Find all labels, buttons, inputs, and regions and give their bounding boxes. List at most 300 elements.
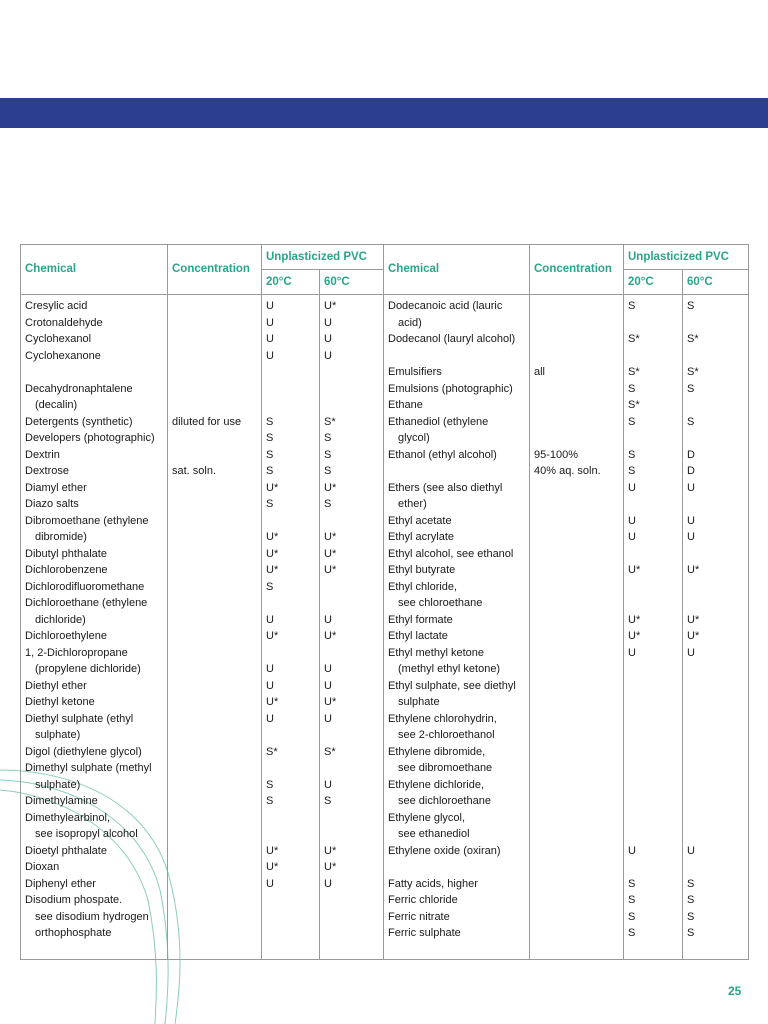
cell-20c-left <box>262 646 320 663</box>
cell-text: sulphate <box>398 696 440 708</box>
cell-concentration-right <box>530 662 624 679</box>
cell-20c-left <box>262 860 320 877</box>
cell-20c-right <box>624 761 683 778</box>
cell-20c-left <box>262 349 320 366</box>
cell-60c-left <box>320 844 384 861</box>
col-chemical-left: Chemical <box>21 245 168 295</box>
cell-chemical-right <box>384 481 530 498</box>
cell-chemical-left <box>21 332 168 349</box>
cell-concentration-right <box>530 596 624 613</box>
cell-chemical-right <box>384 844 530 861</box>
table-row <box>21 431 749 448</box>
cell-concentration-left <box>168 712 262 729</box>
table-row <box>21 481 749 498</box>
cell-20c-left <box>262 514 320 531</box>
cell-concentration-right <box>530 497 624 514</box>
cell-60c-left <box>320 860 384 877</box>
cell-chemical-right <box>384 646 530 663</box>
cell-text: U <box>266 300 274 312</box>
cell-60c-left <box>320 382 384 399</box>
cell-20c-left <box>262 382 320 399</box>
cell-chemical-right <box>384 910 530 927</box>
cell-chemical-right <box>384 349 530 366</box>
cell-chemical-left <box>21 926 168 943</box>
col-60c-right: 60°C <box>683 270 749 295</box>
cell-chemical-left <box>21 844 168 861</box>
cell-text: U <box>266 877 274 890</box>
cell-chemical-left <box>21 893 168 910</box>
cell-concentration-left <box>168 794 262 811</box>
cell-text: S <box>266 778 274 791</box>
cell-text: U* <box>628 630 641 642</box>
cell-chemical-left <box>21 596 168 613</box>
cell-60c-right <box>683 415 749 432</box>
cell-text: U <box>324 349 332 362</box>
cell-concentration-left <box>168 497 262 514</box>
cell-20c-left <box>262 926 320 943</box>
cell-text: Ethyl methyl ketone <box>388 646 484 659</box>
cell-concentration-right <box>530 695 624 712</box>
cell-20c-left <box>262 695 320 712</box>
cell-concentration-left <box>168 613 262 630</box>
cell-60c-right <box>683 893 749 910</box>
cell-20c-right <box>624 349 683 366</box>
cell-60c-right <box>683 910 749 927</box>
cell-text: U* <box>324 547 337 560</box>
cell-text: U <box>687 646 695 659</box>
cell-text: S* <box>687 333 699 345</box>
cell-text: S <box>628 382 636 395</box>
cell-text: S <box>687 910 695 923</box>
table-row <box>21 778 749 795</box>
cell-text: Ethyl acrylate <box>388 531 455 543</box>
cell-text: U <box>324 712 332 725</box>
cell-text: Dichloroethane (ethylene <box>25 597 148 609</box>
cell-chemical-left <box>21 794 168 811</box>
cell-concentration-left <box>168 596 262 613</box>
cell-20c-right <box>624 464 683 481</box>
cell-text: Dibromoethane (ethylene <box>25 514 149 527</box>
cell-60c-right <box>683 613 749 630</box>
cell-20c-right <box>624 811 683 828</box>
cell-text: D <box>687 465 695 477</box>
col-20c-right: 20°C <box>624 270 683 295</box>
cell-60c-left <box>320 530 384 547</box>
cell-text: Ethane <box>388 399 423 411</box>
cell-concentration-right <box>530 613 624 630</box>
cell-text: S* <box>324 415 336 428</box>
cell-text: U <box>266 679 274 692</box>
cell-text: Cyclohexanone <box>25 349 101 362</box>
cell-chemical-right <box>384 877 530 894</box>
cell-60c-left <box>320 761 384 778</box>
cell-text: Disodium phospate. <box>25 894 123 906</box>
table-row <box>21 613 749 630</box>
cell-text: Dichlorobenzene <box>25 564 108 576</box>
cell-concentration-right <box>530 745 624 762</box>
cell-20c-left <box>262 761 320 778</box>
cell-chemical-left <box>21 811 168 828</box>
cell-chemical-right <box>384 580 530 597</box>
cell-60c-left <box>320 563 384 580</box>
cell-chemical-left <box>21 613 168 630</box>
cell-concentration-right <box>530 464 624 481</box>
cell-20c-right <box>624 431 683 448</box>
table-row <box>21 827 749 844</box>
cell-text: S <box>628 894 636 906</box>
cell-chemical-left <box>21 415 168 432</box>
cell-text: S <box>266 432 274 444</box>
cell-20c-left <box>262 778 320 795</box>
cell-60c-left <box>320 316 384 333</box>
cell-60c-right <box>683 481 749 498</box>
cell-60c-right <box>683 827 749 844</box>
cell-text: S <box>687 894 695 906</box>
cell-chemical-right <box>384 794 530 811</box>
cell-chemical-right <box>384 679 530 696</box>
cell-chemical-right <box>384 613 530 630</box>
cell-concentration-left <box>168 893 262 910</box>
cell-text: Ethyl lactate <box>388 630 448 642</box>
cell-concentration-left <box>168 778 262 795</box>
cell-20c-right <box>624 728 683 745</box>
cell-concentration-left <box>168 332 262 349</box>
cell-60c-left <box>320 695 384 712</box>
cell-20c-left <box>262 497 320 514</box>
cell-20c-left <box>262 943 320 960</box>
cell-60c-right <box>683 844 749 861</box>
cell-text: S <box>628 465 636 477</box>
cell-chemical-right <box>384 695 530 712</box>
cell-text: Cresylic acid <box>25 300 88 312</box>
table-body <box>21 295 749 960</box>
cell-20c-right <box>624 563 683 580</box>
cell-text: Dichlorodifluoromethane <box>25 580 145 593</box>
cell-text: U* <box>324 630 337 642</box>
cell-concentration-left <box>168 580 262 597</box>
cell-concentration-left <box>168 827 262 844</box>
cell-text: U* <box>266 531 279 543</box>
cell-text: Ethanediol (ethylene <box>388 415 489 428</box>
cell-60c-right <box>683 877 749 894</box>
cell-text: U <box>266 333 274 345</box>
col-pvc-left: Unplasticized PVC <box>262 245 384 270</box>
cell-20c-left <box>262 794 320 811</box>
table-row <box>21 728 749 745</box>
cell-60c-right <box>683 382 749 399</box>
table-row <box>21 910 749 927</box>
cell-text: S <box>266 465 274 477</box>
cell-20c-left <box>262 448 320 465</box>
cell-20c-right <box>624 530 683 547</box>
cell-60c-right <box>683 811 749 828</box>
cell-text: Fatty acids, higher <box>388 877 478 890</box>
cell-text: Detergents (synthetic) <box>25 415 133 428</box>
cell-20c-right <box>624 382 683 399</box>
cell-text: sulphate) <box>35 778 81 791</box>
cell-concentration-right <box>530 877 624 894</box>
cell-concentration-left <box>168 761 262 778</box>
cell-chemical-right <box>384 712 530 729</box>
cell-chemical-left <box>21 431 168 448</box>
cell-concentration-left <box>168 295 262 316</box>
table-row <box>21 893 749 910</box>
cell-text: S <box>324 432 332 444</box>
cell-text: U* <box>687 630 700 642</box>
cell-text: U <box>266 663 274 675</box>
cell-chemical-right <box>384 530 530 547</box>
cell-60c-right <box>683 295 749 316</box>
table-row <box>21 547 749 564</box>
cell-60c-right <box>683 679 749 696</box>
cell-chemical-right <box>384 431 530 448</box>
cell-60c-left <box>320 646 384 663</box>
cell-text: U* <box>266 696 279 708</box>
cell-text: U* <box>266 861 279 873</box>
table-row <box>21 629 749 646</box>
cell-20c-left <box>262 332 320 349</box>
cell-60c-right <box>683 943 749 960</box>
cell-text: U <box>628 531 636 543</box>
cell-60c-right <box>683 448 749 465</box>
cell-chemical-right <box>384 596 530 613</box>
cell-text: Emulsions (photographic) <box>388 382 513 395</box>
cell-text: S <box>687 927 695 939</box>
cell-text: diluted for use <box>172 415 242 428</box>
table-row <box>21 415 749 432</box>
cell-chemical-left <box>21 530 168 547</box>
cell-text: U <box>628 646 636 659</box>
cell-20c-left <box>262 893 320 910</box>
cell-20c-right <box>624 514 683 531</box>
cell-60c-right <box>683 646 749 663</box>
cell-text: U* <box>628 564 641 576</box>
cell-chemical-right <box>384 926 530 943</box>
cell-20c-right <box>624 844 683 861</box>
table-row <box>21 860 749 877</box>
cell-text: Emulsifiers <box>388 366 442 378</box>
cell-concentration-left <box>168 563 262 580</box>
col-concentration-right: Concentration <box>530 245 624 295</box>
cell-60c-left <box>320 580 384 597</box>
cell-text: U* <box>628 613 641 626</box>
cell-20c-right <box>624 415 683 432</box>
cell-text: sat. soln. <box>172 465 217 477</box>
cell-concentration-left <box>168 811 262 828</box>
cell-text: Ethyl acetate <box>388 514 452 527</box>
table-row <box>21 745 749 762</box>
cell-text: U* <box>324 861 337 873</box>
cell-concentration-right <box>530 629 624 646</box>
cell-concentration-left <box>168 695 262 712</box>
cell-text: Diethyl ketone <box>25 696 95 708</box>
cell-concentration-right <box>530 415 624 432</box>
cell-text: see 2-chloroethanol <box>398 729 495 741</box>
cell-60c-left <box>320 448 384 465</box>
cell-chemical-left <box>21 464 168 481</box>
cell-text: Crotonaldehyde <box>25 316 103 329</box>
cell-text: Diethyl ether <box>25 679 87 692</box>
cell-text: Digol (diethylene glycol) <box>25 745 142 758</box>
cell-concentration-left <box>168 464 262 481</box>
cell-chemical-left <box>21 943 168 960</box>
cell-chemical-left <box>21 497 168 514</box>
cell-text: S <box>628 300 636 312</box>
cell-text: (propylene dichloride) <box>35 663 141 675</box>
cell-60c-right <box>683 860 749 877</box>
cell-60c-left <box>320 349 384 366</box>
cell-chemical-left <box>21 398 168 415</box>
cell-concentration-left <box>168 745 262 762</box>
cell-20c-left <box>262 580 320 597</box>
cell-20c-left <box>262 662 320 679</box>
cell-60c-left <box>320 613 384 630</box>
cell-text: S* <box>266 745 278 758</box>
cell-chemical-left <box>21 448 168 465</box>
cell-text: sulphate) <box>35 729 81 741</box>
cell-text: Dimethylamine <box>25 795 98 807</box>
cell-concentration-right <box>530 398 624 415</box>
cell-text: Ethyl chloride, <box>388 580 458 593</box>
cell-60c-left <box>320 728 384 745</box>
cell-60c-right <box>683 580 749 597</box>
table-row <box>21 761 749 778</box>
cell-text: S <box>266 498 274 510</box>
cell-text: see ethanediol <box>398 828 470 840</box>
table-row <box>21 332 749 349</box>
cell-text: S <box>687 877 695 890</box>
cell-20c-left <box>262 415 320 432</box>
cell-text: S <box>687 415 695 428</box>
table-row <box>21 662 749 679</box>
cell-60c-right <box>683 547 749 564</box>
cell-chemical-right <box>384 563 530 580</box>
cell-chemical-left <box>21 514 168 531</box>
cell-20c-left <box>262 398 320 415</box>
cell-20c-right <box>624 629 683 646</box>
table-row <box>21 464 749 481</box>
cell-text: U <box>628 514 636 527</box>
cell-concentration-right <box>530 827 624 844</box>
cell-text: Diazo salts <box>25 498 79 510</box>
cell-text: U* <box>266 844 279 857</box>
cell-concentration-right <box>530 728 624 745</box>
table-row <box>21 530 749 547</box>
cell-chemical-right <box>384 316 530 333</box>
cell-concentration-right <box>530 382 624 399</box>
cell-text: U* <box>324 844 337 857</box>
cell-chemical-right <box>384 761 530 778</box>
cell-text: Dioetyl phthalate <box>25 844 107 857</box>
cell-concentration-left <box>168 844 262 861</box>
cell-text: Ethyl sulphate, see diethyl <box>388 679 516 692</box>
cell-20c-right <box>624 596 683 613</box>
cell-chemical-right <box>384 811 530 828</box>
cell-chemical-right <box>384 497 530 514</box>
cell-60c-left <box>320 893 384 910</box>
cell-concentration-left <box>168 365 262 382</box>
cell-text: S <box>324 795 332 807</box>
col-concentration-left: Concentration <box>168 245 262 295</box>
cell-text: S <box>266 448 274 461</box>
page-number: 25 <box>728 984 742 998</box>
cell-text: Ethylene glycol, <box>388 811 466 824</box>
cell-text: all <box>534 366 546 378</box>
cell-20c-right <box>624 712 683 729</box>
cell-60c-left <box>320 295 384 316</box>
cell-chemical-left <box>21 910 168 927</box>
cell-concentration-right <box>530 910 624 927</box>
cell-60c-right <box>683 514 749 531</box>
cell-20c-right <box>624 332 683 349</box>
cell-text: 1, 2-Dichloropropane <box>25 646 128 659</box>
table-row <box>21 497 749 514</box>
table-row <box>21 695 749 712</box>
cell-concentration-right <box>530 646 624 663</box>
cell-20c-left <box>262 679 320 696</box>
cell-chemical-right <box>384 778 530 795</box>
cell-text: Dibutyl phthalate <box>25 547 107 560</box>
cell-60c-left <box>320 877 384 894</box>
cell-60c-right <box>683 563 749 580</box>
cell-text: Ethyl alcohol, see ethanol <box>388 547 514 560</box>
cell-text: U <box>324 679 332 692</box>
cell-concentration-right <box>530 547 624 564</box>
cell-chemical-right <box>384 745 530 762</box>
cell-text: Ferric sulphate <box>388 927 461 939</box>
cell-20c-right <box>624 893 683 910</box>
cell-chemical-left <box>21 316 168 333</box>
cell-text: U <box>628 481 636 494</box>
table-row <box>21 926 749 943</box>
cell-60c-left <box>320 398 384 415</box>
cell-60c-right <box>683 662 749 679</box>
cell-concentration-left <box>168 547 262 564</box>
cell-text: U* <box>266 564 279 576</box>
cell-20c-right <box>624 745 683 762</box>
cell-20c-left <box>262 745 320 762</box>
cell-concentration-right <box>530 448 624 465</box>
cell-chemical-right <box>384 464 530 481</box>
cell-text: Cyclohexanol <box>25 333 92 345</box>
cell-text: S <box>687 382 695 395</box>
cell-concentration-right <box>530 349 624 366</box>
cell-20c-right <box>624 613 683 630</box>
cell-20c-right <box>624 943 683 960</box>
cell-chemical-left <box>21 712 168 729</box>
cell-chemical-left <box>21 778 168 795</box>
cell-text: Ethylene chlorohydrin, <box>388 712 497 725</box>
cell-60c-left <box>320 910 384 927</box>
cell-20c-right <box>624 448 683 465</box>
cell-text: S <box>628 910 636 923</box>
table-row <box>21 448 749 465</box>
cell-concentration-left <box>168 662 262 679</box>
col-60c-left: 60°C <box>320 270 384 295</box>
cell-concentration-right <box>530 514 624 531</box>
table-row <box>21 646 749 663</box>
cell-60c-right <box>683 332 749 349</box>
cell-60c-right <box>683 728 749 745</box>
cell-20c-left <box>262 811 320 828</box>
cell-text: dichloride) <box>35 613 86 626</box>
cell-text: S <box>266 580 274 593</box>
cell-text: S <box>687 300 695 312</box>
cell-text: S <box>628 877 636 890</box>
cell-text: U <box>687 514 695 527</box>
cell-text: S <box>324 465 332 477</box>
cell-text: U* <box>324 696 337 708</box>
